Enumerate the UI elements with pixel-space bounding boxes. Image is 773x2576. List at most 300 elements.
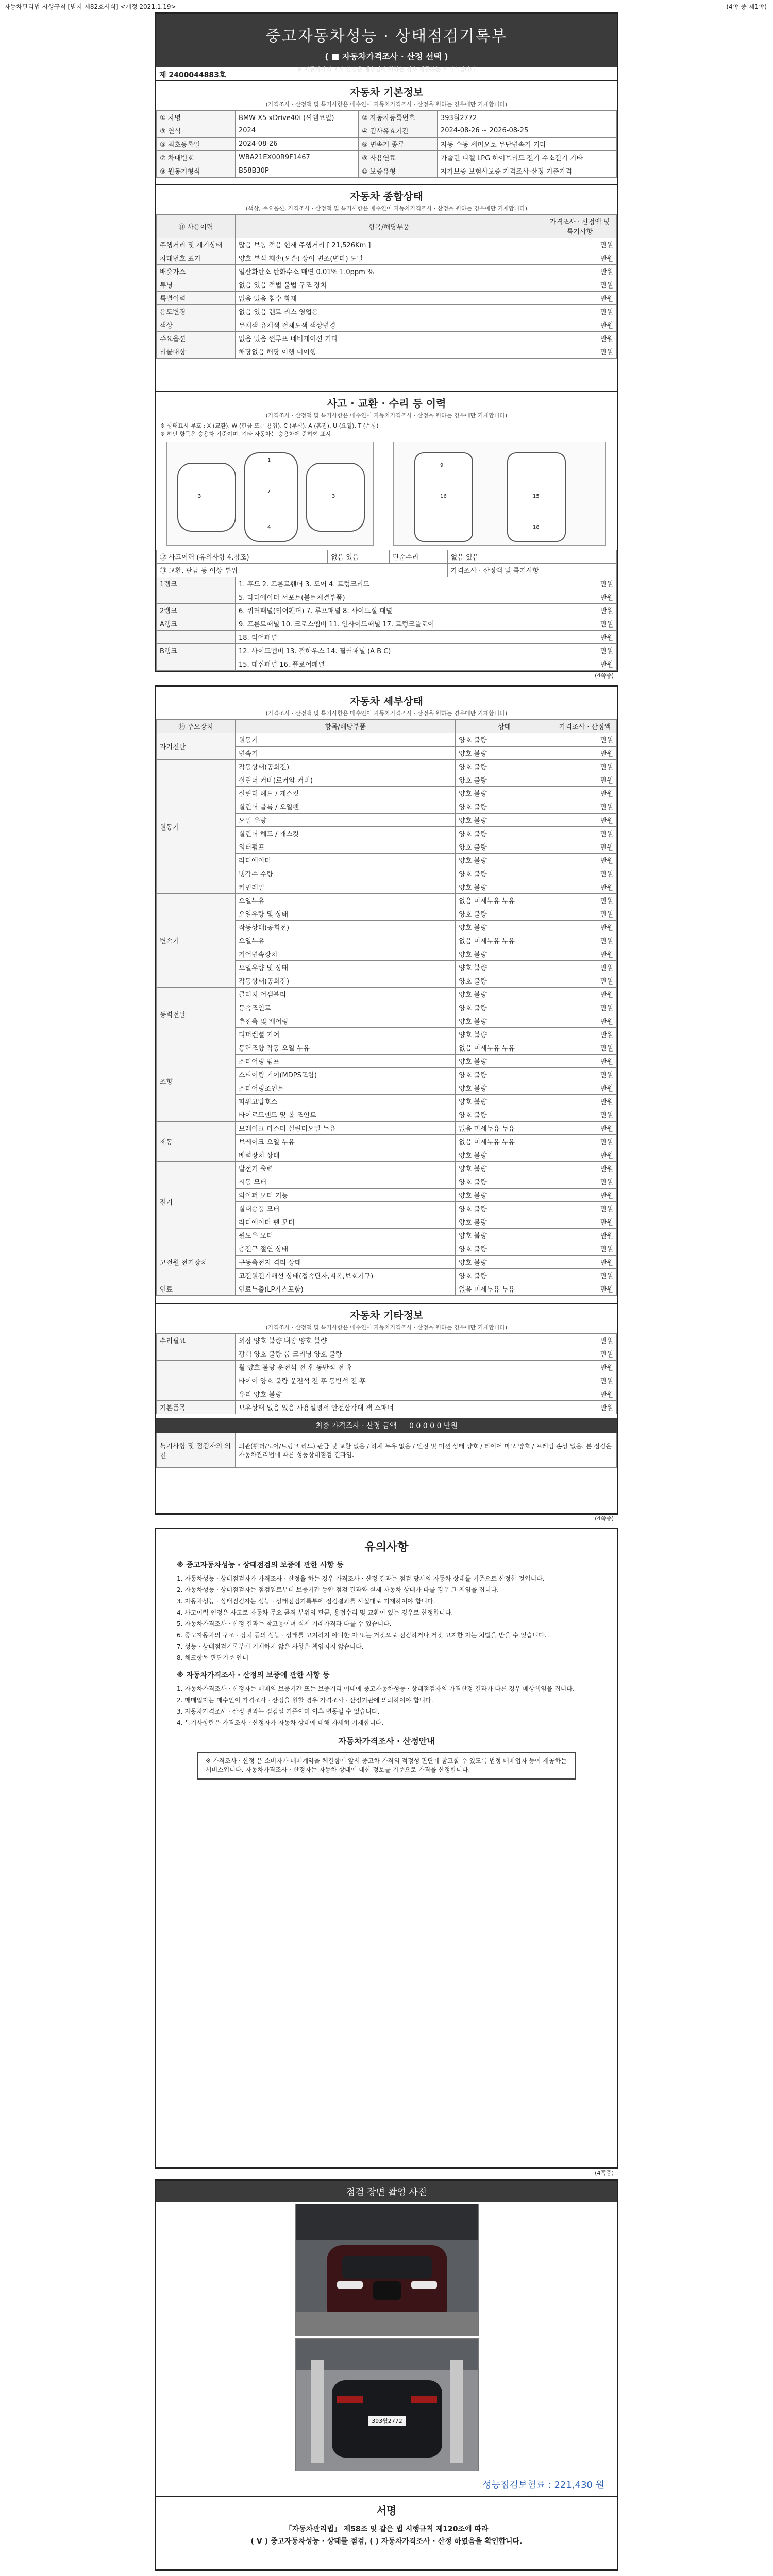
basic-info-sub: (가격조사 · 산정액 및 특기사항은 매수인이 자동차가격조사 · 산정을 원하는 경우에만 기재합니다) <box>265 101 508 108</box>
detail-status: 양호 불량 <box>456 1014 553 1028</box>
summary-row <box>157 251 617 265</box>
detail-row <box>157 760 617 773</box>
detail-status: 양호 불량 <box>456 907 553 921</box>
basic-info-table <box>156 110 617 178</box>
accident-title: 사고 · 교환 · 수리 등 이력 <box>327 397 446 410</box>
accident-section <box>156 391 617 670</box>
basic-value: BMW X5 xDrive40i (씨엠코필) <box>236 111 359 124</box>
detail-item: 디퍼렌셜 기어 <box>236 1028 456 1041</box>
etc-key: 기본품목 <box>157 1401 236 1414</box>
detail-group: 조향 <box>157 1041 236 1122</box>
rank-value: 15. 대쉬패널 16. 플로어패널 <box>236 657 543 671</box>
accident-history-table <box>156 550 617 577</box>
summary-price: 만원 <box>543 265 617 278</box>
detail-item: 실린더 블록 / 오일팬 <box>236 800 456 814</box>
rank-key: 2랭크 <box>157 604 236 617</box>
car-top-view <box>244 452 298 542</box>
detail-row <box>157 1122 617 1135</box>
detail-status: 양호 불량 <box>456 1148 553 1162</box>
detail-status: 양호 불량 <box>456 947 553 961</box>
detail-status: 양호 불량 <box>456 1095 553 1108</box>
summary-row <box>157 318 617 332</box>
part-number: 3 <box>198 494 201 499</box>
detail-item: 스티어링 펌프 <box>236 1055 456 1068</box>
etc-row <box>157 1334 617 1347</box>
part-number: 9 <box>440 463 444 468</box>
detail-price: 만원 <box>553 760 617 773</box>
detail-group: 자기진단 <box>157 733 236 760</box>
detail-item: 오일누유 <box>236 894 456 907</box>
detail-price: 만원 <box>553 800 617 814</box>
summary-price: 만원 <box>543 318 617 332</box>
rank-row <box>157 577 617 590</box>
etc-price: 만원 <box>553 1387 617 1401</box>
detail-price: 만원 <box>553 907 617 921</box>
accident-legend: ※ 상태표시 부호 : X (교환), W (판금 또는 용접), C (부식), A (흠집), U (요철), T (손상) <box>160 422 379 429</box>
rank-value: 9. 프론트패널 10. 크로스멤버 11. 인사이드패널 17. 트렁크플로어 <box>236 617 543 631</box>
detail-status: 없음 미세누유 누유 <box>456 1122 553 1135</box>
detail-status: 양호 불량 <box>456 1162 553 1175</box>
summary-col-history: ⑪ 사용이력 <box>157 215 236 238</box>
detail-item: 작동상태(공회전) <box>236 760 456 773</box>
basic-key: ③ 연식 <box>157 124 236 138</box>
summary-key: 리콜대상 <box>157 345 236 359</box>
rank-price: 만원 <box>543 577 617 590</box>
opinion-text: 외관(휀더/도어/트렁크 리드) 판금 및 교환 없음 / 하체 누유 없음 / 엔진 및 미션 상태 양호 / 타이어 마모 양호 / 프레임 손상 없음. 본 점검은 자동차관리법에 따른 성능상태점검 결과임. <box>236 1433 617 1468</box>
signature-section <box>156 2496 617 2546</box>
rank-value: 12. 사이드멤버 13. 휠하우스 14. 필러패널 (A B C) <box>236 644 543 657</box>
detail-sub: (가격조사 · 산정액 및 특기사항은 매수인이 자동차가격조사 · 산정을 원하는 경우에만 기재합니다) <box>265 710 508 717</box>
accident-q1-value: 없음 있음 <box>328 550 390 564</box>
detail-price: 만원 <box>553 1068 617 1081</box>
photo-title: 점검 장면 촬영 사진 <box>156 2181 617 2202</box>
summary-key: 차대번호 표기 <box>157 251 236 265</box>
detail-item: 기어변속장치 <box>236 947 456 961</box>
summary-sub: (색상, 주요옵션, 가격조사 · 산정액 및 특기사항은 매수인이 자동차가격조사 · 산정을 원하는 경우에만 기재합니다) <box>245 205 528 212</box>
rank-price: 만원 <box>543 617 617 631</box>
rank-table <box>156 577 617 671</box>
detail-status: 양호 불량 <box>456 1202 553 1215</box>
detail-group: 연료 <box>157 1282 236 1296</box>
rank-row <box>157 644 617 657</box>
summary-value: 양호 부식 훼손(오손) 상이 변조(변타) 도말 <box>236 251 543 265</box>
page-2 <box>155 685 618 1522</box>
summary-col-status: 항목/해당부품 <box>236 215 543 238</box>
summary-row <box>157 265 617 278</box>
basic-value: B58B30P <box>236 164 359 178</box>
detail-status: 양호 불량 <box>456 1068 553 1081</box>
detail-price: 만원 <box>553 880 617 894</box>
detail-price: 만원 <box>553 1256 617 1269</box>
basic-key: ⑦ 차대번호 <box>157 151 236 164</box>
document-topbar <box>0 0 773 11</box>
detail-status: 없음 미세누유 누유 <box>456 894 553 907</box>
detail-status: 양호 불량 <box>456 814 553 827</box>
rank-value: 6. 쿼터패널(리어휀더) 7. 루프패널 8. 사이드실 패널 <box>236 604 543 617</box>
detail-price: 만원 <box>553 1095 617 1108</box>
basic-value: WBA21EX00R9F1467 <box>236 151 359 164</box>
rank-value: 1. 후드 2. 프론트휀더 3. 도어 4. 트렁크리드 <box>236 577 543 590</box>
detail-status: 양호 불량 <box>456 867 553 880</box>
insurance-fee <box>482 2478 604 2491</box>
summary-key: 용도변경 <box>157 305 236 318</box>
detail-title: 자동차 세부상태 <box>349 695 424 707</box>
notes-paragraph: 2. 자동차성능 · 상태점검자는 점검일로부터 보증기간 동안 점검 결과와 실제 자동차 상태가 다를 경우 그 책임을 집니다. <box>177 1586 499 1594</box>
etc-price: 만원 <box>553 1401 617 1414</box>
detail-item: 연료누출(LP가스포함) <box>236 1282 456 1296</box>
detail-status: 양호 불량 <box>456 800 553 814</box>
detail-group: 전기 <box>157 1162 236 1242</box>
detail-price: 만원 <box>553 1014 617 1028</box>
part-number: 1 <box>267 457 271 463</box>
summary-value: 없음 있음 침수 화재 <box>236 292 543 305</box>
summary-value: 없음 있음 썬루프 네비게이션 기타 <box>236 332 543 345</box>
basic-info-row <box>157 138 617 151</box>
detail-price: 만원 <box>553 1081 617 1095</box>
rank-key <box>157 590 236 604</box>
form-subtitle: ( ■ 자동차가격조사 · 산정 선택 ) <box>325 52 448 61</box>
detail-price: 만원 <box>553 988 617 1001</box>
part-number: 18 <box>533 524 540 530</box>
detail-status: 없음 미세누유 누유 <box>456 1282 553 1296</box>
basic-info-title: 자동차 기본정보 <box>349 86 424 98</box>
detail-price: 만원 <box>553 1175 617 1189</box>
final-price-amount: 0 0 0 0 0 만원 <box>409 1422 458 1430</box>
page-4 <box>155 2179 618 2571</box>
etc-value: 광택 양호 불량 룸 크리닝 양호 불량 <box>236 1347 553 1361</box>
basic-value: 자가보증 보험사보증 가격조사·산정 기준가격 <box>437 164 616 178</box>
etc-table <box>156 1333 617 1414</box>
part-number: 16 <box>440 494 447 499</box>
rank-key: 1랭크 <box>157 577 236 590</box>
etc-sub: (가격조사 · 산정액 및 특기사항은 매수인이 자동차가격조사 · 산정을 원하는 경우에만 기재합니다) <box>265 1324 508 1331</box>
detail-price: 만원 <box>553 974 617 988</box>
detail-row <box>157 733 617 747</box>
page-count: (4쪽 중 제1쪽) <box>726 3 767 10</box>
basic-value: 가솔린 디젤 LPG 하이브리드 전기 수소전기 기타 <box>437 151 616 164</box>
summary-col-price: 가격조사 · 산정액 및 특기사항 <box>543 215 617 238</box>
etc-price: 만원 <box>553 1347 617 1361</box>
front-photo <box>295 2204 479 2336</box>
rank-price: 만원 <box>543 590 617 604</box>
detail-price: 만원 <box>553 1148 617 1162</box>
summary-value: 해당없음 해당 이행 미이행 <box>236 345 543 359</box>
detail-item: 오일누유 <box>236 934 456 947</box>
detail-status: 양호 불량 <box>456 961 553 974</box>
detail-group: 원동기 <box>157 760 236 894</box>
page-1 <box>155 12 618 679</box>
basic-value: 2024-08-26 <box>236 138 359 151</box>
detail-price: 만원 <box>553 1108 617 1122</box>
detail-status: 양호 불량 <box>456 1001 553 1014</box>
page-1-foot: (4쪽중) <box>595 672 614 679</box>
detail-item: 커먼레일 <box>236 880 456 894</box>
document-number: 제 2400044883호 <box>159 71 226 79</box>
detail-col-status: 상태 <box>456 720 553 733</box>
detail-price: 만원 <box>553 1242 617 1256</box>
detail-price: 만원 <box>553 1162 617 1175</box>
detail-item: 고전원전기배선 상태(접속단자,피복,보호기구) <box>236 1269 456 1282</box>
detail-item: 실린더 헤드 / 개스킷 <box>236 787 456 800</box>
detail-col-device: ⑭ 주요장치 <box>157 720 236 733</box>
detail-item: 스티어링조인트 <box>236 1081 456 1095</box>
rank-value: 5. 라디에이터 서포트(볼트체결부품) <box>236 590 543 604</box>
part-number: 15 <box>533 494 540 499</box>
etc-price: 만원 <box>553 1334 617 1347</box>
detail-status: 양호 불량 <box>456 1175 553 1189</box>
detail-status: 양호 불량 <box>456 1229 553 1242</box>
insurance-fee-text: 성능점검보험료 : 221,430 원 <box>482 2480 604 2490</box>
accident-legend-2: ※ 하단 항목은 승용차 기준이며, 기타 자동차는 승용차에 준하여 표시 <box>160 431 331 437</box>
etc-key: 수리필요 <box>157 1334 236 1347</box>
notes-paragraph: 3. 자동차가격조사 · 산정 결과는 점검일 기준이며 이후 변동될 수 있습니다. <box>177 1708 380 1715</box>
summary-key: 색상 <box>157 318 236 332</box>
detail-row <box>157 1242 617 1256</box>
summary-title: 자동차 종합상태 <box>349 190 424 202</box>
notes-paragraph: 6. 중고자동차의 구조 · 장치 등의 성능 · 상태를 고지하지 아니한 자 또는 거짓으로 점검하거나 거짓 고지한 자는 처벌을 받을 수 있습니다. <box>177 1632 547 1639</box>
detail-price: 만원 <box>553 1269 617 1282</box>
detail-item: 작동상태(공회전) <box>236 974 456 988</box>
detail-group: 변속기 <box>157 894 236 988</box>
etc-value: 유리 양호 불량 <box>236 1387 553 1401</box>
detail-item: 워터펌프 <box>236 840 456 854</box>
form-header <box>156 14 617 73</box>
summary-key: 튜닝 <box>157 278 236 292</box>
form-title: 중고자동차성능 · 상태점검기록부 <box>265 27 508 45</box>
detail-status: 없음 미세누유 누유 <box>456 934 553 947</box>
detail-price: 만원 <box>553 1028 617 1041</box>
summary-price: 만원 <box>543 278 617 292</box>
notes-paragraph: 8. 체크항목 판단기준 안내 <box>177 1654 248 1662</box>
detail-status: 양호 불량 <box>456 760 553 773</box>
etc-row <box>157 1374 617 1387</box>
form-reference: 자동차관리법 시행규칙 [별지 제82호서식] <개정 2021.1.19> <box>4 3 176 10</box>
detail-price: 만원 <box>553 787 617 800</box>
notes-heading-1: ※ 중고자동차성능 · 상태점검의 보증에 관한 사항 등 <box>177 1561 344 1569</box>
rank-key <box>157 657 236 671</box>
guide-box-title: 자동차가격조사 · 산정안내 <box>338 1736 435 1746</box>
summary-price: 만원 <box>543 305 617 318</box>
detail-price: 만원 <box>553 867 617 880</box>
detail-status: 양호 불량 <box>456 827 553 840</box>
opinion-table <box>156 1433 617 1468</box>
summary-key: 주행거리 및 계기상태 <box>157 238 236 251</box>
detail-item: 실린더 커버(로커암 커버) <box>236 773 456 787</box>
detail-item: 배력장치 상태 <box>236 1148 456 1162</box>
etc-row <box>157 1361 617 1374</box>
detail-status: 양호 불량 <box>456 1256 553 1269</box>
detail-status: 양호 불량 <box>456 1028 553 1041</box>
detail-row <box>157 894 617 907</box>
guide-box: ※ 가격조사 · 산정 은 소비자가 매매계약을 체결함에 앞서 중고차 가격의 적정성 판단에 참고할 수 있도록 법정 매매업자 등이 제공하는 서비스입니다. 자동차가격조사 · 산정자는 자동차 상태에 대한 정보를 기준으로 가격을 산정합니다. <box>197 1752 576 1780</box>
detail-price: 만원 <box>553 934 617 947</box>
summary-value: 없음 있음 적법 불법 구조 장치 <box>236 278 543 292</box>
basic-key: ⑧ 사용연료 <box>358 151 437 164</box>
rank-row <box>157 617 617 631</box>
detail-status: 양호 불량 <box>456 747 553 760</box>
summary-row <box>157 345 617 359</box>
summary-price: 만원 <box>543 238 617 251</box>
basic-key: ⑥ 변속기 종류 <box>358 138 437 151</box>
detail-price: 만원 <box>553 827 617 840</box>
signature-text-2: ( V ) 중고자동차성능 · 상태를 점검, ( ) 자동차가격조사 · 산정 하였음을 확인합니다. <box>250 2537 523 2546</box>
detail-status: 양호 불량 <box>456 773 553 787</box>
basic-key: ⑤ 최초등록일 <box>157 138 236 151</box>
detail-status: 양호 불량 <box>456 733 553 747</box>
basic-value: 자동 수동 세미오토 무단변속기 기타 <box>437 138 616 151</box>
detail-item: 스티어링 기어(MDPS포함) <box>236 1068 456 1081</box>
etc-key <box>157 1347 236 1361</box>
etc-row <box>157 1387 617 1401</box>
notes-paragraph: 3. 자동차성능 · 상태점검자는 성능 · 상태점검기록부에 점검결과를 사실대로 기재하여야 합니다. <box>177 1598 435 1605</box>
detail-item: 원동기 <box>236 733 456 747</box>
detail-row <box>157 988 617 1001</box>
detail-status: 양호 불량 <box>456 880 553 894</box>
detail-price: 만원 <box>553 1215 617 1229</box>
detail-price: 만원 <box>553 1055 617 1068</box>
signature-title: 서명 <box>376 2504 397 2517</box>
summary-row <box>157 305 617 318</box>
summary-row <box>157 332 617 345</box>
photo-section <box>156 2181 617 2495</box>
detail-status: 양호 불량 <box>456 974 553 988</box>
rank-value: 18. 리어패널 <box>236 631 543 644</box>
basic-key: ② 자동차등록번호 <box>358 111 437 124</box>
part-number: 7 <box>267 488 271 494</box>
basic-info-row <box>157 164 617 178</box>
rank-row <box>157 631 617 644</box>
etc-key <box>157 1374 236 1387</box>
rank-price: 만원 <box>543 604 617 617</box>
summary-price: 만원 <box>543 345 617 359</box>
detail-status: 양호 불량 <box>456 921 553 934</box>
rank-row <box>157 604 617 617</box>
summary-value: 없음 있음 렌트 리스 영업용 <box>236 305 543 318</box>
detail-price: 만원 <box>553 1041 617 1055</box>
detail-price: 만원 <box>553 1135 617 1148</box>
detail-item: 변속기 <box>236 747 456 760</box>
detail-group: 동력전달 <box>157 988 236 1041</box>
etc-row <box>157 1347 617 1361</box>
summary-key: 주요옵션 <box>157 332 236 345</box>
car-diagram-frame <box>393 442 606 546</box>
page-3 <box>155 1528 618 2176</box>
detail-item: 작동상태(공회전) <box>236 921 456 934</box>
summary-row <box>157 278 617 292</box>
detail-item: 추진축 및 베어링 <box>236 1014 456 1028</box>
detail-item: 동력조향 작동 오일 누유 <box>236 1041 456 1055</box>
summary-price: 만원 <box>543 332 617 345</box>
detail-item: 오일유량 및 상태 <box>236 907 456 921</box>
basic-value: 2024-08-26 ~ 2026-08-25 <box>437 124 616 138</box>
detail-price: 만원 <box>553 733 617 747</box>
rank-price: 만원 <box>543 657 617 671</box>
signature-text-1: 「자동차관리법」 제58조 및 같은 법 시행규칙 제120조에 따라 <box>284 2525 489 2533</box>
detail-row <box>157 1282 617 1296</box>
accident-q1: ⑫ 사고이력 (유의사항 4.참조) <box>157 550 328 564</box>
notes-paragraph: 4. 사고이력 인정은 사고로 자동차 주요 골격 부위의 판금, 용접수리 및 교환이 있는 경우로 한정합니다. <box>177 1609 453 1616</box>
simple-repair-value: 없음 있음 <box>447 550 616 564</box>
rear-photo <box>295 2338 479 2471</box>
final-price-bar <box>156 1418 617 1433</box>
detail-item: 타이로드엔드 및 볼 조인트 <box>236 1108 456 1122</box>
rank-key: A랭크 <box>157 617 236 631</box>
detail-row <box>157 1162 617 1175</box>
summary-key: 특별이력 <box>157 292 236 305</box>
notes-title: 유의사항 <box>364 1541 409 1554</box>
summary-row <box>157 238 617 251</box>
detail-status: 양호 불량 <box>456 1269 553 1282</box>
basic-info-row <box>157 111 617 124</box>
basic-info-row <box>157 151 617 164</box>
rank-key: B랭크 <box>157 644 236 657</box>
rank-row <box>157 657 617 671</box>
page-2-foot: (4쪽중) <box>595 1515 614 1522</box>
detail-item: 실린더 헤드 / 개스킷 <box>236 827 456 840</box>
basic-value: 2024 <box>236 124 359 138</box>
basic-info-row <box>157 124 617 138</box>
summary-row <box>157 292 617 305</box>
summary-price: 만원 <box>543 251 617 265</box>
rank-price: 만원 <box>543 631 617 644</box>
basic-key: ⑩ 보증유형 <box>358 164 437 178</box>
simple-repair-label: 단순수리 <box>390 550 448 564</box>
summary-key: 배출가스 <box>157 265 236 278</box>
page-3-foot: (4쪽중) <box>595 2170 614 2176</box>
car-diagram-outer <box>166 442 374 546</box>
detail-price: 만원 <box>553 1189 617 1202</box>
notes-paragraph: 5. 자동차가격조사 · 산정 결과는 참고용이며 실제 거래가격과 다를 수 있습니다. <box>177 1620 392 1628</box>
detail-item: 윈도우 모터 <box>236 1229 456 1242</box>
detail-item: 구동축전지 격리 상태 <box>236 1256 456 1269</box>
etc-price: 만원 <box>553 1374 617 1387</box>
detail-group: 제동 <box>157 1122 236 1162</box>
rank-row <box>157 590 617 604</box>
summary-price: 만원 <box>543 292 617 305</box>
detail-item: 등속조인트 <box>236 1001 456 1014</box>
outer-parts-label: ⑬ 교환, 판금 등 이상 부위 <box>157 564 448 577</box>
detail-item: 파워고압호스 <box>236 1095 456 1108</box>
part-number: 3 <box>332 494 335 499</box>
detail-status: 양호 불량 <box>456 1055 553 1068</box>
accident-sub: (가격조사 · 산정액 및 특기사항은 매수인이 자동차가격조사 · 산정을 원하는 경우에만 기재합니다) <box>265 412 508 419</box>
basic-value: 393월2772 <box>437 111 616 124</box>
etc-key <box>157 1387 236 1401</box>
etc-title: 자동차 기타정보 <box>156 1303 617 1322</box>
detail-status: 양호 불량 <box>456 840 553 854</box>
notes-paragraph: 7. 성능 · 상태점검기록부에 기재하지 않은 사항은 책임지지 않습니다. <box>177 1643 364 1650</box>
detail-price: 만원 <box>553 1122 617 1135</box>
summary-value: 많음 보통 적음 현재 주행거리 [ 21,526Km ] <box>236 238 543 251</box>
detail-status: 없음 미세누유 누유 <box>456 1135 553 1148</box>
detail-item: 와이퍼 모터 기능 <box>236 1189 456 1202</box>
summary-value: 일산화탄소 탄화수소 매연 0.01% 1.0ppm % <box>236 265 543 278</box>
detail-status: 양호 불량 <box>456 1189 553 1202</box>
opinion-label: 특기사항 및 점검자의 의견 <box>157 1433 236 1468</box>
detail-price: 만원 <box>553 1282 617 1296</box>
detail-price: 만원 <box>553 1001 617 1014</box>
etc-row <box>157 1401 617 1414</box>
detail-price: 만원 <box>553 1229 617 1242</box>
etc-value: 타이어 양호 불량 운전석 전 후 동반석 전 후 <box>236 1374 553 1387</box>
detail-col-item: 항목/해당부품 <box>236 720 456 733</box>
etc-price: 만원 <box>553 1361 617 1374</box>
notes-heading-2: ※ 자동차가격조사 · 산정의 보증에 관한 사항 등 <box>177 1671 330 1680</box>
basic-key: ⑨ 원동기형식 <box>157 164 236 178</box>
notes-paragraph: 1. 자동차가격조사 · 산정자는 매매의 보증기간 또는 보증거리 이내에 중고자동차성능 · 상태점검자의 가격산정 결과가 다른 경우 배상책임을 집니다. <box>177 1685 575 1692</box>
notes-paragraph: 2. 매매업자는 매수인이 가격조사 · 산정을 원할 경우 가격조사 · 산정기관에 의뢰하여야 합니다. <box>177 1697 433 1704</box>
detail-status: 없음 미세누유 누유 <box>456 1041 553 1055</box>
